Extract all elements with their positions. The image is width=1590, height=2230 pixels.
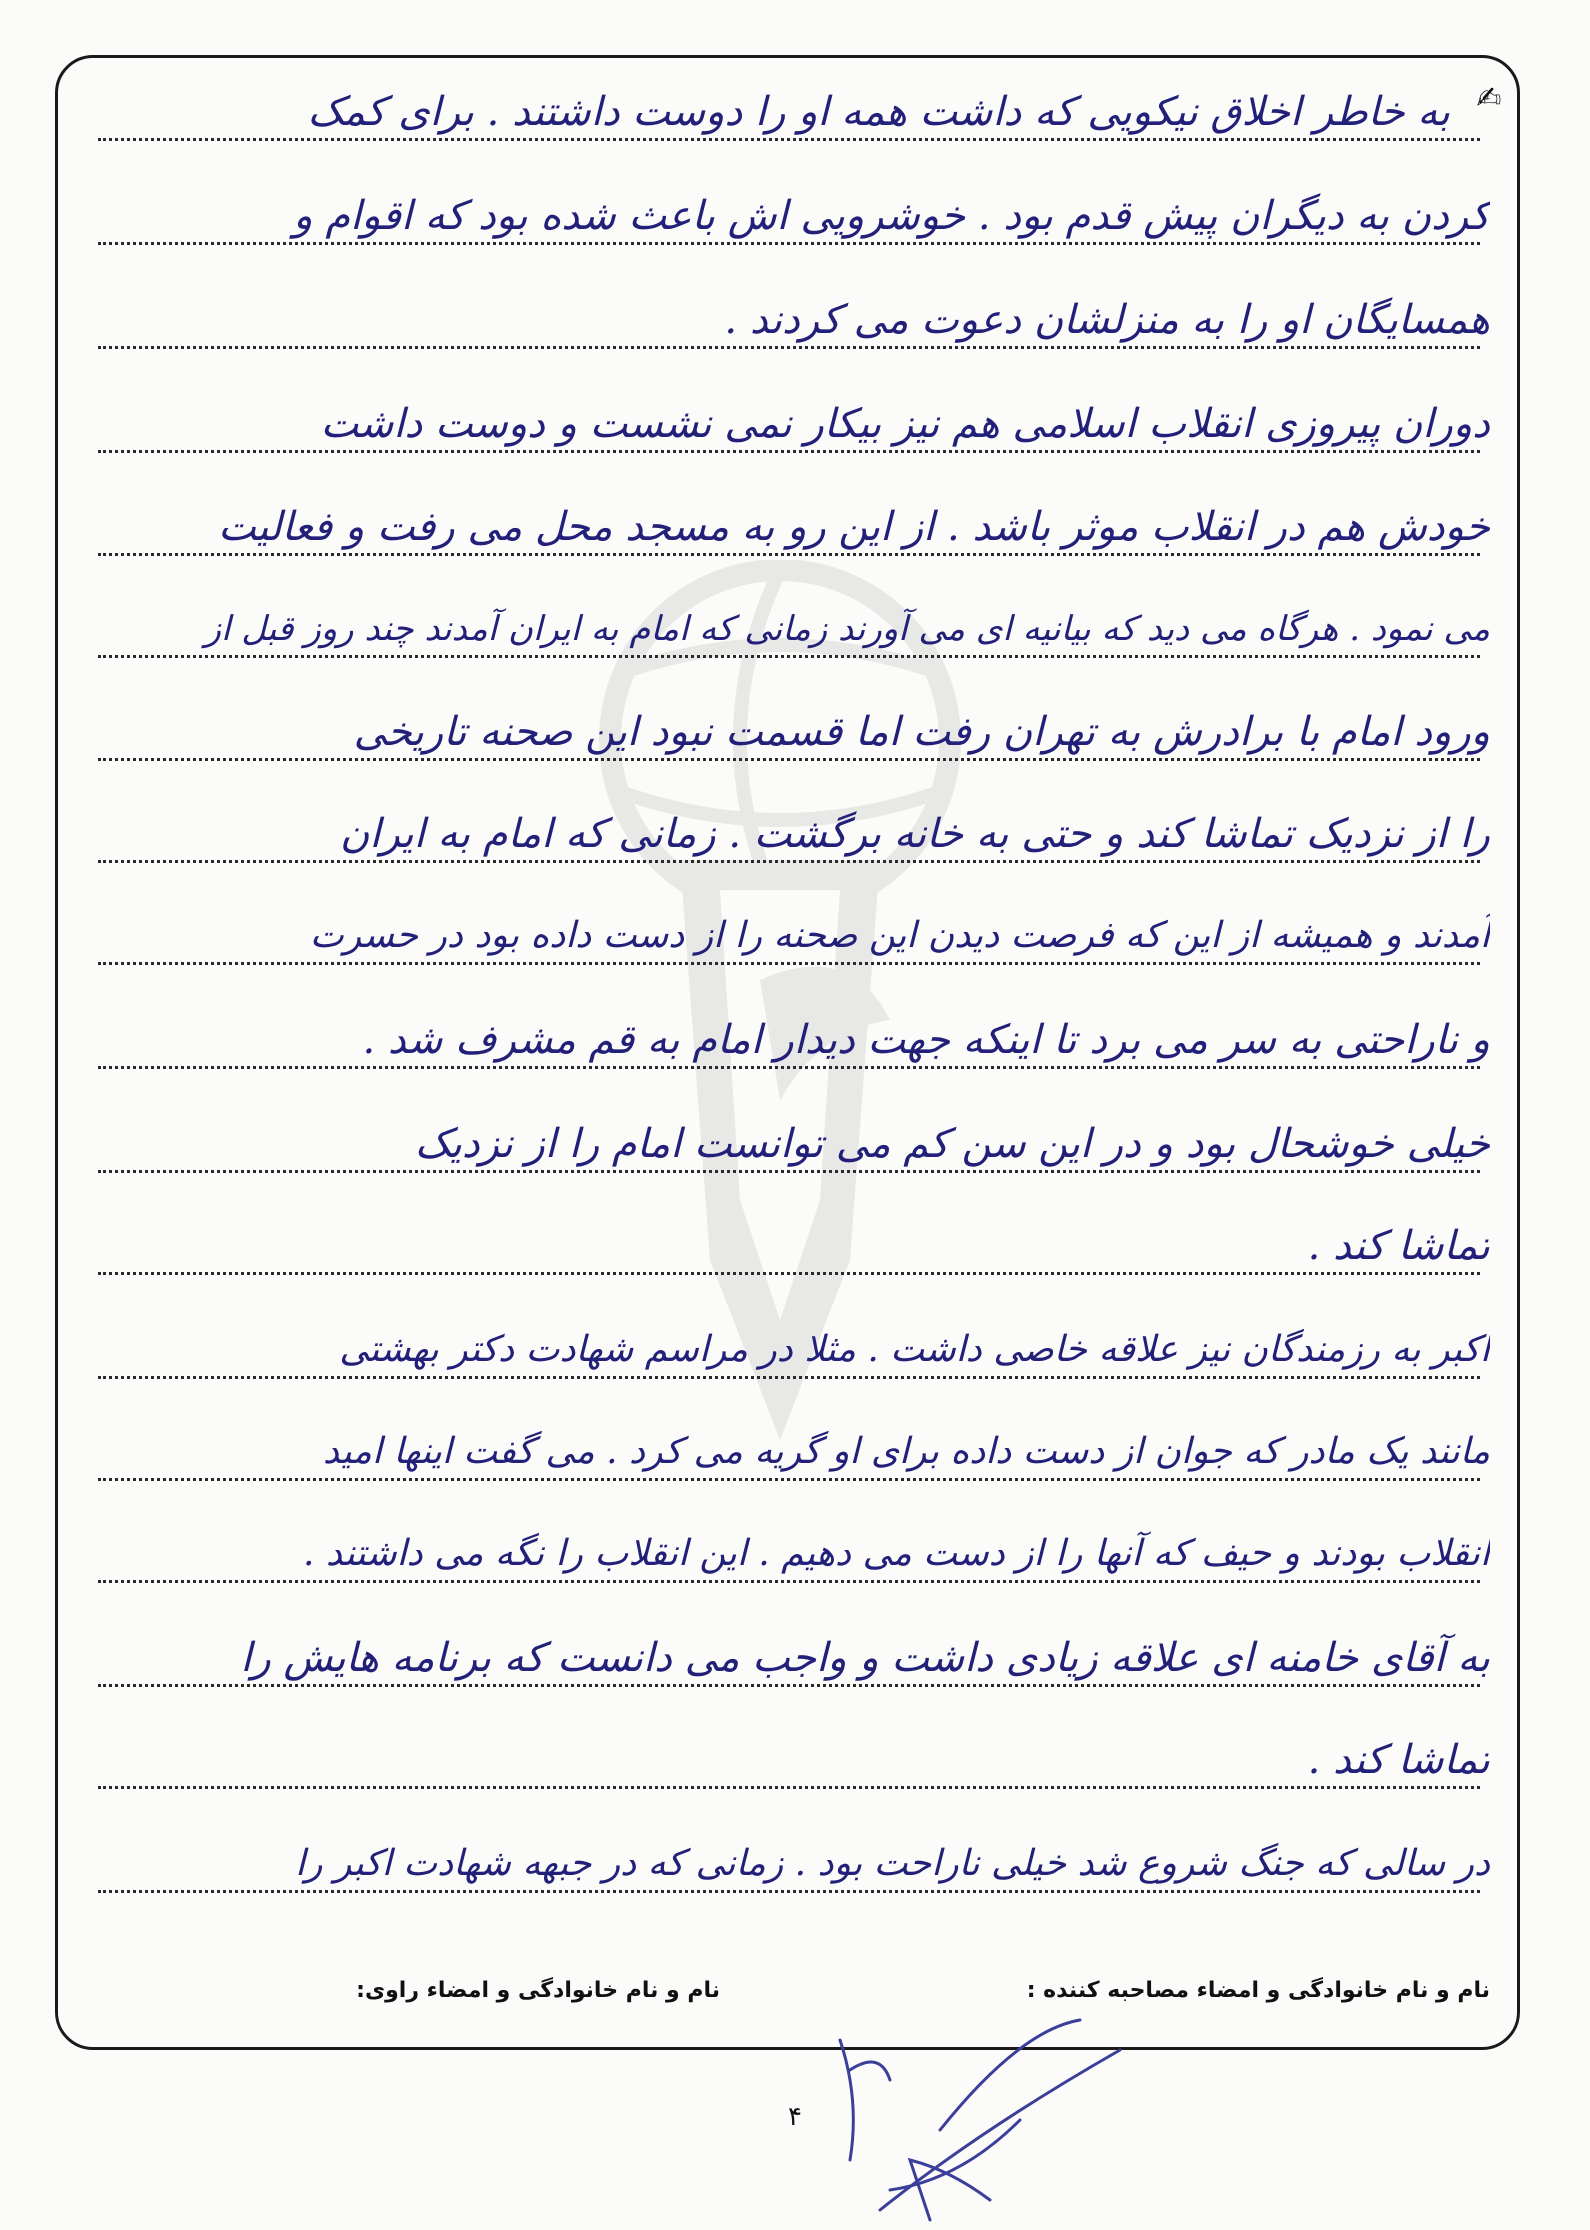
handwritten-line: در سالی که جنگ شروع شد خیلی ناراحت بود . زمانی که در جبهه شهادت اکبر را — [295, 1843, 1490, 1884]
handwritten-line: می نمود . هرگاه می دید که بیانیه ای می آورند زمانی که امام به ایران آمدند چند روز قبل از — [204, 609, 1490, 649]
handwritten-line: همسایگان او را به منزلشان دعوت می کردند . — [724, 297, 1490, 343]
handwritten-line: به آقای خامنه ای علاقه زیادی داشت و واجب می دانست که برنامه هایش را — [240, 1635, 1490, 1681]
handwritten-line: تماشا کند . — [1307, 1737, 1490, 1783]
narrator-signature-label: نام و نام خانوادگی و امضاء راوی: — [356, 1978, 720, 2003]
handwritten-line: انقلاب بودند و حیف که آنها را از دست می دهیم . این انقلاب را نگه می داشتند . — [303, 1533, 1490, 1574]
handwritten-line: ورود امام با برادرش به تهران رفت اما قسمت نبود این صحنه تاریخی — [353, 709, 1490, 755]
pen-icon: ✍ — [1476, 81, 1502, 116]
handwritten-line: به خاطر اخلاق نیکویی که داشت همه او را دوست داشتند . برای کمک — [307, 89, 1450, 135]
page-number: ۴ — [788, 2102, 802, 2132]
handwritten-line: کردن به دیگران پیش قدم بود . خوشرویی اش باعث شده بود که اقوام و — [293, 193, 1490, 239]
handwritten-line: را از نزدیک تماشا کند و حتی به خانه برگشت . زمانی که امام به ایران — [340, 811, 1490, 857]
interviewer-signature-label: نام و نام خانوادگی و امضاء مصاحبه کننده : — [1026, 1978, 1490, 2003]
handwritten-line: آمدند و همیشه از این که فرصت دیدن این صحنه را از دست داده بود در حسرت — [309, 915, 1490, 956]
handwritten-line: تماشا کند . — [1307, 1223, 1490, 1269]
handwritten-line: اکبر به رزمندگان نیز علاقه خاصی داشت . مثلا در مراسم شهادت دکتر بهشتی — [339, 1329, 1490, 1370]
handwritten-line: مانند یک مادر که جوان از دست داده برای او گریه می کرد . می گفت اینها امید — [322, 1431, 1490, 1472]
handwritten-line: خودش هم در انقلاب موثر باشد . از این رو به مسجد محل می رفت و فعالیت — [218, 504, 1490, 550]
handwritten-line: و ناراحتی به سر می برد تا اینکه جهت دیدار امام به قم مشرف شد . — [362, 1017, 1490, 1063]
handwritten-line: خیلی خوشحال بود و در این سن کم می توانست امام را از نزدیک — [414, 1121, 1490, 1167]
handwritten-line: دوران پیروزی انقلاب اسلامی هم نیز بیکار نمی نشست و دوست داشت — [320, 401, 1490, 447]
